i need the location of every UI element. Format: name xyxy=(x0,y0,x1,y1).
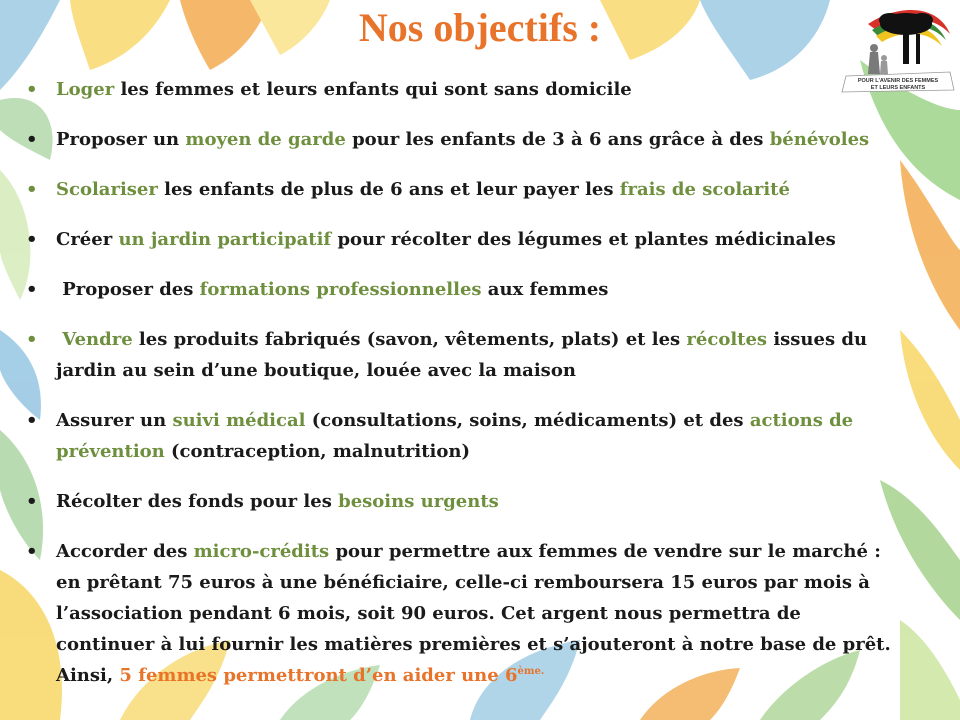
list-item xyxy=(24,224,904,255)
item-text: pour permettre aux femmes de vendre sur le marché : en prêtant 75 euros à une bénéficiaire, celle-ci remboursera 15 euros par mois à l’association pendant 6 mois, soit 90 euros. Cet argent nous permettra de continuer à lui fournir les matières premières et s’ajouteront à notre base de prêt. Ainsi, xyxy=(56,541,891,686)
highlight-text: un jardin participatif xyxy=(118,229,332,250)
list-item xyxy=(24,274,904,305)
highlight-text: micro-crédits xyxy=(193,541,330,562)
superscript-text: ème. xyxy=(517,666,545,677)
list-item xyxy=(24,324,904,386)
highlight-text: suivi médical xyxy=(172,410,306,431)
highlight-text: Vendre xyxy=(56,329,133,350)
item-text: les femmes et leurs enfants qui sont sans domicile xyxy=(114,79,632,100)
list-item xyxy=(24,486,904,517)
logo-banner-text-1: POUR L'AVENIR DES FEMMES xyxy=(857,78,939,84)
item-text: Proposer des xyxy=(56,279,200,300)
item-text: Assurer un xyxy=(56,410,173,431)
list-item xyxy=(24,74,904,105)
list-item xyxy=(24,124,904,155)
item-text: (contraception, malnutrition) xyxy=(164,441,470,462)
highlight-text: actions de prévention xyxy=(56,410,854,462)
list-item xyxy=(24,536,904,691)
objectives-list xyxy=(24,74,904,710)
leaf-decoration xyxy=(900,330,960,470)
leaf-decoration xyxy=(900,620,960,720)
highlight-text: Loger xyxy=(56,79,115,100)
highlight-text: frais de scolarité xyxy=(619,179,790,200)
item-text: pour les enfants de 3 à 6 ans grâce à des xyxy=(345,129,770,150)
list-item xyxy=(24,174,904,205)
highlight-text: formations professionnelles xyxy=(199,279,482,300)
slide-title: Nos objectifs : xyxy=(358,5,602,50)
item-text: pour récolter des légumes et plantes médicinales xyxy=(331,229,836,250)
highlight-text: récoltes xyxy=(686,329,768,350)
highlight-text: Scolariser xyxy=(56,179,158,200)
logo-banner-text-2: ET LEURS ENFANTS xyxy=(870,85,926,91)
item-text: les enfants de plus de 6 ans et leur payer les xyxy=(157,179,620,200)
highlight-text: moyen de garde xyxy=(185,129,346,150)
orange-highlight-text: 5 femmes permettront d’en aider une 6 xyxy=(119,665,518,686)
item-text: aux femmes xyxy=(481,279,609,300)
item-text: Récolter des fonds pour les xyxy=(56,491,339,512)
list-item xyxy=(24,405,904,467)
highlight-text: besoins urgents xyxy=(338,491,499,512)
item-text: les produits fabriqués (savon, vêtements, plats) et les xyxy=(132,329,687,350)
item-text: Créer xyxy=(56,229,119,250)
item-text: (consultations, soins, médicaments) et des xyxy=(305,410,750,431)
item-text: Proposer un xyxy=(56,129,186,150)
woman-child-silhouette-icon xyxy=(868,44,888,74)
highlight-text: bénévoles xyxy=(769,129,870,150)
item-text: issues du jardin au sein d’une boutique, louée avec la maison xyxy=(56,329,868,381)
item-text: Accorder des xyxy=(56,541,194,562)
